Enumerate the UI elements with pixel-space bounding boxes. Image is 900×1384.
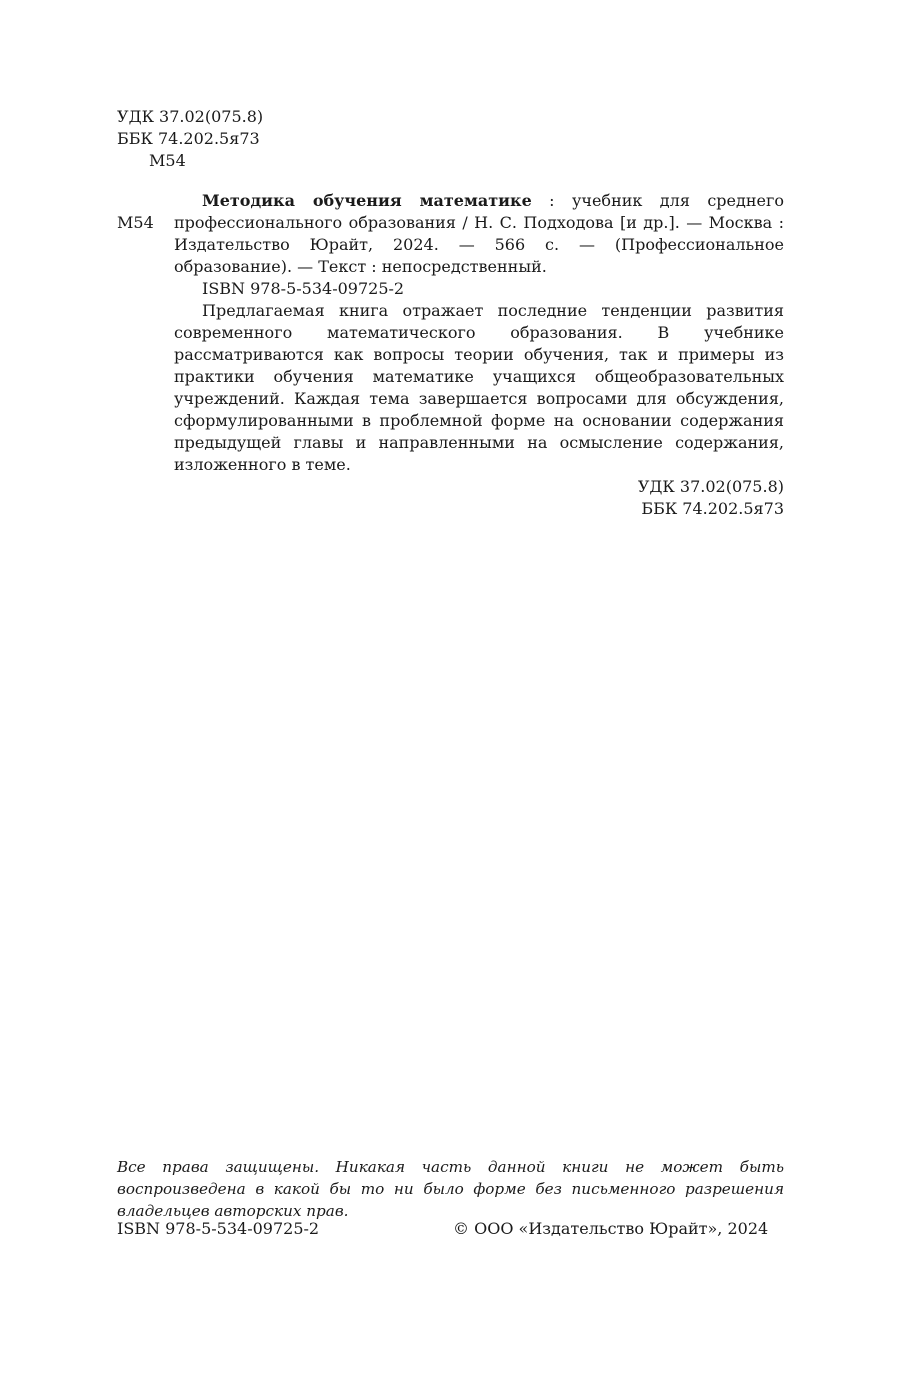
annotation: Предлагаемая книга отражает последние тенденции развития современного математического образования. В учебнике рассматриваются как вопросы теории обучения, так и примеры из практики обучения математике учащихся общеобразовательных учреждений. Каждая тема завершается вопросами для обсуждения, сформулированными в проблемной форме на основании содержания предыдущей главы и направленными на осмысление содержания, изложенного в теме. (174, 301, 784, 474)
book-title: Методика обучения математике (202, 191, 532, 210)
entry-udk-code: УДК 37.02(075.8) (637, 477, 784, 496)
rights-notice: Все права защищены. Никакая часть данной книги не может быть воспроизведена в какой бы то ни было форме без письменного разрешения владельцев авторских прав. (117, 1158, 784, 1220)
footer-copyright: © ООО «Издательство Юрайт», 2024 (453, 1219, 769, 1238)
catalog-codes-footer (174, 476, 784, 520)
catalog-codes-header (117, 106, 263, 172)
entry-bbk-code: ББК 74.202.5я73 (641, 499, 784, 518)
bibliographic-entry (174, 190, 784, 520)
book-description: : учебник для среднего профессионального образования / Н. С. Подходова [и др.]. — Москва : Издательство Юрайт, 2024. — 566 с. — (Профессиональное образование). — Текст : непосредственный. (174, 191, 784, 276)
author-mark: М54 (149, 151, 186, 170)
bbk-code: ББК 74.202.5я73 (117, 129, 260, 148)
bibliographic-description (174, 190, 784, 278)
entry-isbn: ISBN 978-5-534-09725-2 (202, 279, 405, 298)
footer-isbn: ISBN 978-5-534-09725-2 (117, 1219, 320, 1238)
udk-code: УДК 37.02(075.8) (117, 107, 264, 126)
author-mark-side: М54 (117, 213, 154, 232)
